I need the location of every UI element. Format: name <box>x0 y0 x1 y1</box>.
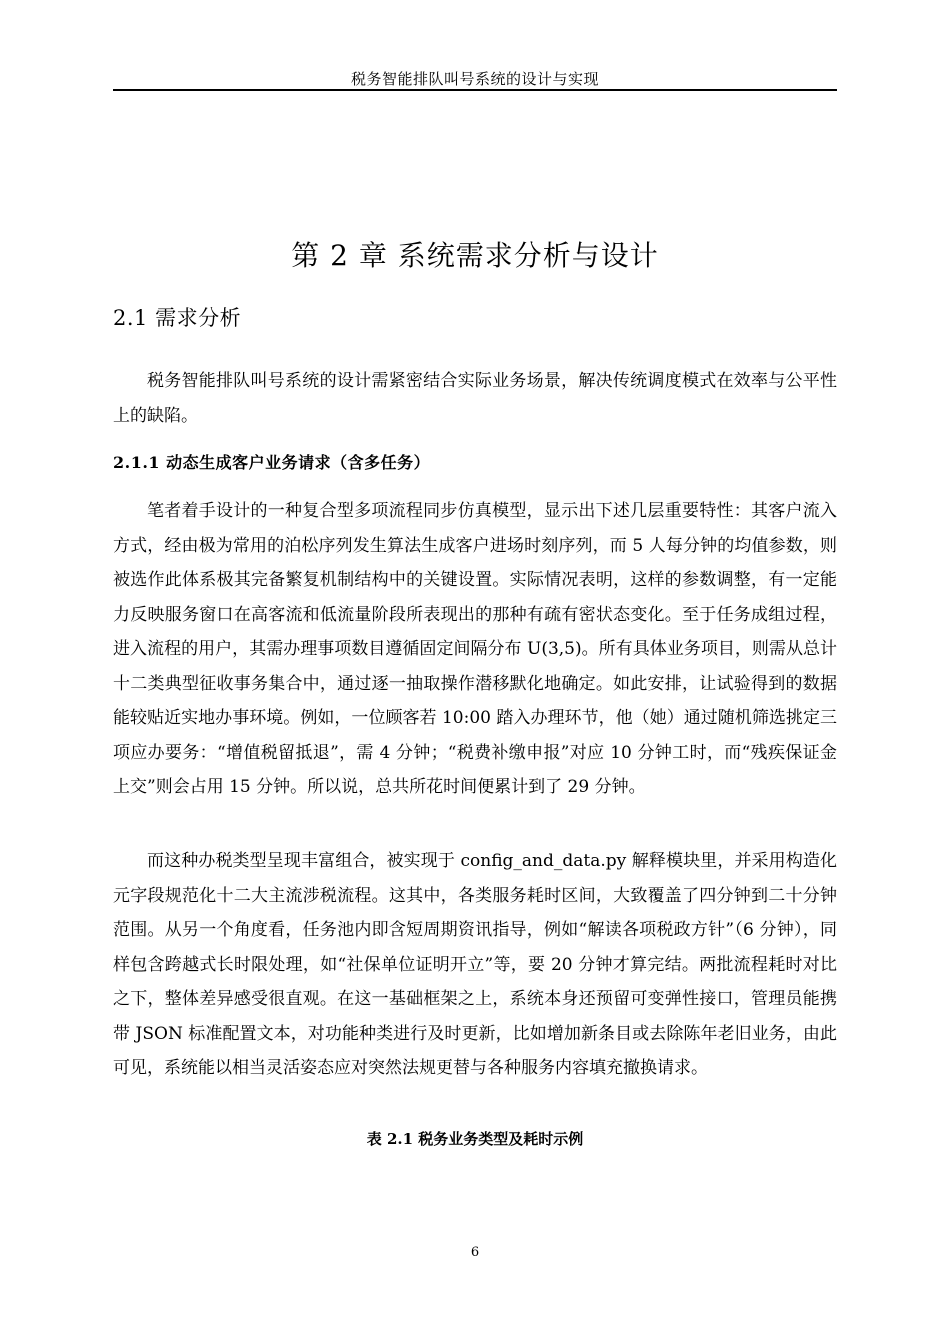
body-paragraph: 笔者着手设计的一种复合型多项流程同步仿真模型，显示出下述几层重要特性：其客户流入方式，经由极为常用的泊松序列发生算法生成客户进场时刻序列，而 5 人每分钟的均值参数，则被选作此体系极其完备繁复机制结构中的关键设置。实际情况表明，这样的参数调整，有一定能力反映服务窗口在高客流和低流量阶段所表现出的那种有疏有密状态变化。至于任务成组过程，进入流程的用户，其需办理事项数目遵循固定间隔分布 U(3,5)。所有具体业务项目，则需从总计十二类典型征收事务集合中，通过逐一抽取操作潜移默化地确定。如此安排，让试验得到的数据能较贴近实地办事环境。例如，一位顾客若 10:00 踏入办理环节，他（她）通过随机筛选挑定三项应办要务：“增值税留抵退”，需 4 分钟；“税费补缴申报”对应 10 分钟工时，而“残疾保证金上交”则会占用 15 分钟。所以说，总共所花时间便累计到了 29 分钟。 <box>113 501 837 797</box>
body-paragraph: 而这种办税类型呈现丰富组合，被实现于 config_and_data.py 解释模块里，并采用构造化元字段规范化十二大主流涉税流程。这其中，各类服务耗时区间，大致覆盖了四分钟到二十分钟范围。从另一个角度看，任务池内即含短周期资讯指导，例如“解读各项税政方针”（6 分钟），同样包含跨越式长时限处理，如“社保单位证明开立”等，要 20 分钟才算完结。两批流程耗时对比之下，整体差异感受很直观。在这一基础框架之上，系统本身还预留可变弹性接口，管理员能携带 JSON 标准配置文本，对功能种类进行及时更新，比如增加新条目或去除陈年老旧业务，由此可见，系统能以相当灵活姿态应对突然法规更替与各种服务内容填充撤换请求。 <box>113 851 837 1078</box>
running-header: 税务智能排队叫号系统的设计与实现 <box>350 70 599 88</box>
page-number: 6 <box>470 1245 480 1260</box>
section-heading: 2.1 需求分析 <box>113 306 242 330</box>
header-rule <box>113 89 837 91</box>
table-caption: 表 2.1 税务业务类型及耗时示例 <box>366 1130 584 1148</box>
section-intro-paragraph: 税务智能排队叫号系统的设计需紧密结合实际业务场景，解决传统调度模式在效率与公平性上的缺陷。 <box>113 371 837 426</box>
chapter-title: 第 2 章 系统需求分析与设计 <box>291 239 659 272</box>
subsection-heading: 2.1.1 动态生成客户业务请求（含多任务） <box>113 453 431 472</box>
